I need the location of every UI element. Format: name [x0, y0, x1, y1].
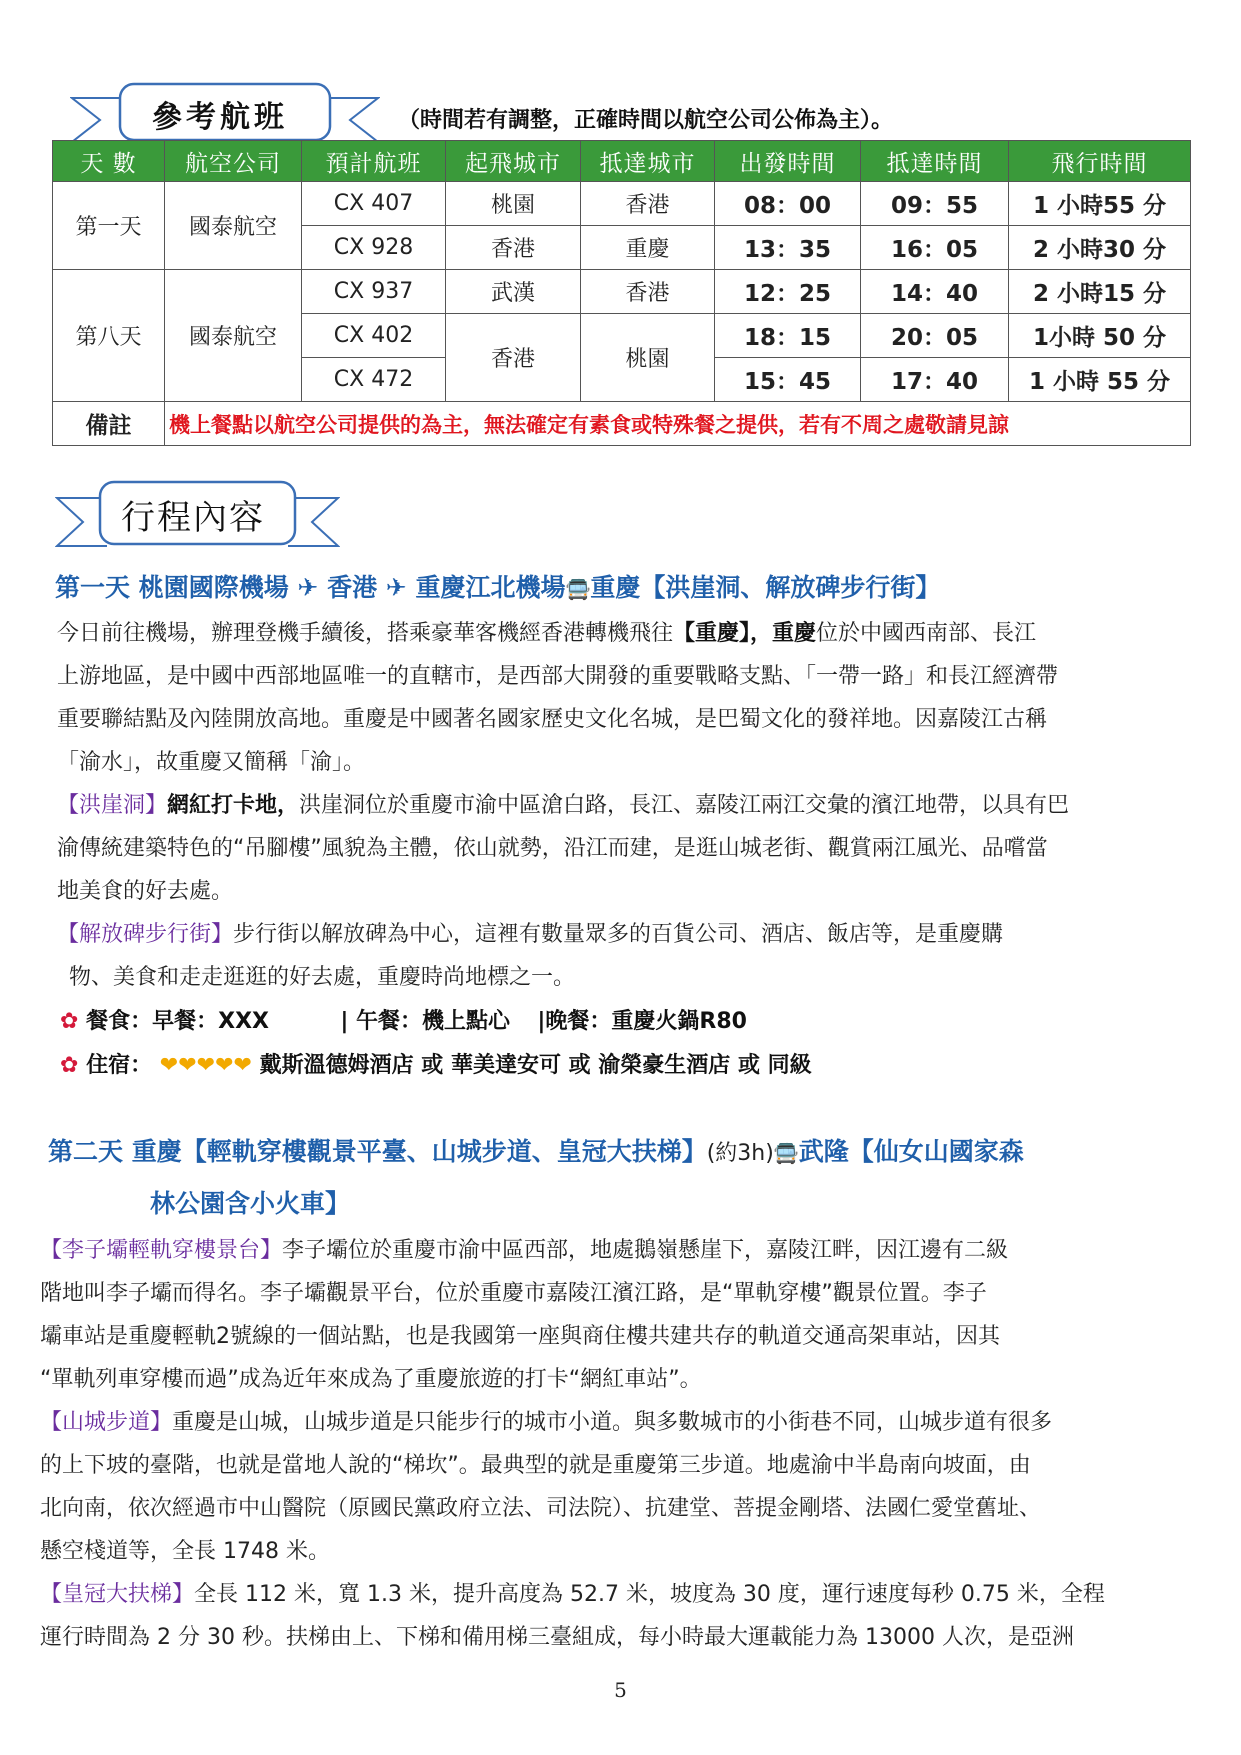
- flight-no-cell: CX 402: [302, 314, 446, 358]
- dur-cell: 1 小時 55 分: [1009, 358, 1191, 402]
- flower-icon: ✿: [60, 1009, 79, 1034]
- to-cell: 重慶: [581, 226, 715, 270]
- meals-lunch: | 午餐：機上點心: [340, 1009, 511, 1034]
- dur-cell: 2 小時15 分: [1009, 270, 1191, 314]
- remark-label: 備註: [53, 402, 165, 446]
- hongyadong-tag: 【洪崖洞】: [57, 793, 168, 818]
- hotel-names: 戴斯溫德姆酒店 或 華美達安可 或 渝榮豪生酒店 或 同級: [259, 1053, 812, 1078]
- text: 壩車站是重慶輕軌2號線的一個站點，也是我國第一座與商住樓共建共存的軌道交通高架車站，因其: [40, 1324, 1001, 1349]
- flight-no-cell: CX 407: [302, 182, 446, 226]
- text: 地美食的好去處。: [57, 879, 234, 904]
- shancheng-tag: 【山城步道】: [40, 1410, 173, 1435]
- day-cell: 第八天: [53, 270, 165, 402]
- day1-meals: [60, 1004, 747, 1035]
- day1-heading-b: 香港: [318, 573, 386, 602]
- remark-text: 機上餐點以航空公司提供的為主，無法確定有素食或特殊餐之提供，若有不周之處敬請見諒: [165, 402, 1191, 446]
- dep-cell: 18：15: [715, 314, 861, 358]
- liziba-paragraph: [40, 1229, 1008, 1401]
- text: 全長 112 米，寬 1.3 米，提升高度為 52.7 米，坡度為 30 度，運行速度每秒 0.75 米，全程: [194, 1582, 1105, 1607]
- table-row: [53, 270, 1191, 314]
- day2-heading-duration: (約3h): [706, 1141, 774, 1166]
- text-bold: 網紅打卡地，: [167, 793, 300, 818]
- dur-cell: 1 小時55 分: [1009, 182, 1191, 226]
- to-cell: 香港: [581, 270, 715, 314]
- text: 渝傳統建築特色的“吊腳樓”風貌為主體，依山就勢，沿江而建，是逛山城老街、觀賞兩江風光、品嚐當: [57, 836, 1048, 861]
- dep-cell: 12：25: [715, 270, 861, 314]
- day1-heading-d: 重慶【洪崖洞、解放碑步行街】: [590, 573, 941, 602]
- arr-cell: 14：40: [861, 270, 1009, 314]
- airline-cell: 國泰航空: [165, 270, 302, 402]
- huangguan-tag: 【皇冠大扶梯】: [40, 1582, 195, 1607]
- text: 物、美食和走走逛逛的好去處，重慶時尚地標之一。: [69, 965, 576, 990]
- day2-heading-c: 武隆【仙女山國家森: [798, 1137, 1024, 1166]
- day1-intro: [57, 612, 1058, 784]
- text: 上游地區，是中國中西部地區唯一的直轄市，是西部大開發的重要戰略支點、「一帶一路」和長江經濟帶: [57, 664, 1059, 689]
- itinerary-banner-title: 行程內容: [121, 498, 265, 538]
- from-cell: 香港: [446, 314, 581, 402]
- text: 步行街以解放碑為中心，這裡有數量眾多的百貨公司、酒店、飯店等，是重慶購: [233, 922, 1004, 947]
- flight-no-cell: CX 937: [302, 270, 446, 314]
- from-cell: 武漢: [446, 270, 581, 314]
- dur-cell: 2 小時30 分: [1009, 226, 1191, 270]
- flight-time-note: （時間若有調整，正確時間以航空公司公佈為主）。: [398, 108, 894, 133]
- text: 位於中國西南部、長江: [816, 621, 1037, 646]
- jiefangbei-paragraph: [57, 913, 1003, 999]
- from-cell: 桃園: [446, 182, 581, 226]
- col-header: 起飛城市: [446, 141, 581, 182]
- col-header: 預計航班: [302, 141, 446, 182]
- text: 重要聯結點及內陸開放高地。重慶是中國著名國家歷史文化名城，是巴蜀文化的發祥地。因嘉陵江古稱: [57, 707, 1048, 732]
- flight-table-header: [53, 141, 1191, 182]
- text: 懸空棧道等，全長 1748 米。: [40, 1539, 330, 1564]
- text: 運行時間為 2 分 30 秒。扶梯由上、下梯和備用梯三臺組成，每小時最大運載能力為 13000 人次，是亞洲: [40, 1625, 1074, 1650]
- col-header: 抵達時間: [861, 141, 1009, 182]
- hongyadong-paragraph: [57, 784, 1069, 913]
- dep-cell: 15：45: [715, 358, 861, 402]
- text: “單軌列車穿樓而過”成為近年來成為了重慶旅遊的打卡“網紅車站”。: [40, 1367, 702, 1392]
- text: 今日前往機場，辦理登機手續後，搭乘豪華客機經香港轉機飛往: [57, 621, 674, 646]
- day1-heading-a: 第一天 桃園國際機場: [55, 573, 298, 602]
- from-cell: 香港: [446, 226, 581, 270]
- arr-cell: 17：40: [861, 358, 1009, 402]
- text: 李子壩位於重慶市渝中區西部，地處鵝嶺懸崖下，嘉陵江畔，因江邊有二級: [282, 1238, 1009, 1263]
- table-row: [53, 402, 1191, 446]
- text: 「渝水」，故重慶又簡稱「渝」。: [57, 750, 366, 775]
- to-cell: 桃園: [581, 314, 715, 402]
- liziba-tag: 【李子壩輕軌穿樓景台】: [40, 1238, 283, 1263]
- flight-no-cell: CX 928: [302, 226, 446, 270]
- text: 洪崖洞位於重慶市渝中區滄白路，長江、嘉陵江兩江交彙的濱江地帶，以具有巴: [299, 793, 1070, 818]
- flights-banner: [70, 80, 380, 148]
- dep-cell: 13：35: [715, 226, 861, 270]
- col-header: 抵達城市: [581, 141, 715, 182]
- flight-table: [52, 140, 1191, 446]
- text: 北向南，依次經過市中山醫院（原國民黨政府立法、司法院）、抗建堂、菩提金剛塔、法國仁愛堂舊址、: [40, 1496, 1042, 1521]
- meals-breakfast: 餐食：早餐：XXX: [86, 1009, 269, 1034]
- bus-icon: 🚍: [565, 577, 591, 601]
- jiefangbei-tag: 【解放碑步行街】: [57, 922, 234, 947]
- day2-heading: [48, 1132, 1024, 1168]
- col-header: 出發時間: [715, 141, 861, 182]
- diamond-rating-icon: ❤❤❤❤❤: [159, 1053, 252, 1078]
- flower-icon: ✿: [60, 1053, 79, 1078]
- text: 重慶是山城，山城步道是只能步行的城市小道。與多數城市的小街巷不同，山城步道有很多: [172, 1410, 1053, 1435]
- table-row: [53, 182, 1191, 226]
- col-header: 天 數: [53, 141, 165, 182]
- day1-hotel: [60, 1048, 812, 1079]
- day1-heading-c: 重慶江北機場: [406, 573, 566, 602]
- day2-heading-a: 第二天 重慶【輕軌穿樓觀景平臺、山城步道、皇冠大扶梯】: [48, 1137, 707, 1166]
- meals-dinner: |晚餐：重慶火鍋R80: [537, 1009, 747, 1034]
- arr-cell: 09：55: [861, 182, 1009, 226]
- day2-heading-cont: 林公園含小火車】: [150, 1189, 351, 1218]
- arr-cell: 16：05: [861, 226, 1009, 270]
- col-header: 飛行時間: [1009, 141, 1191, 182]
- plane-icon: ✈: [385, 573, 407, 602]
- page-number: 5: [614, 1678, 627, 1702]
- airline-cell: 國泰航空: [165, 182, 302, 270]
- col-header: 航空公司: [165, 141, 302, 182]
- flights-banner-title: 參考航班: [152, 100, 288, 135]
- day1-heading: [55, 568, 940, 604]
- day-cell: 第一天: [53, 182, 165, 270]
- to-cell: 香港: [581, 182, 715, 226]
- hotel-label: 住宿：: [86, 1053, 153, 1078]
- shancheng-paragraph: [40, 1401, 1052, 1573]
- huangguan-paragraph: [40, 1573, 1105, 1659]
- dur-cell: 1小時 50 分: [1009, 314, 1191, 358]
- plane-icon: ✈: [297, 573, 319, 602]
- arr-cell: 20：05: [861, 314, 1009, 358]
- text-bold: 【重慶】，重慶: [673, 621, 817, 646]
- bus-icon: 🚍: [773, 1141, 799, 1165]
- itinerary-banner: [55, 478, 340, 552]
- dep-cell: 08：00: [715, 182, 861, 226]
- flight-no-cell: CX 472: [302, 358, 446, 402]
- text: 的上下坡的臺階，也就是當地人說的“梯坎”。最典型的就是重慶第三步道。地處渝中半島南向坡面，由: [40, 1453, 1031, 1478]
- text: 階地叫李子壩而得名。李子壩觀景平台，位於重慶市嘉陵江濱江路，是“單軌穿樓”觀景位置。李子: [40, 1281, 987, 1306]
